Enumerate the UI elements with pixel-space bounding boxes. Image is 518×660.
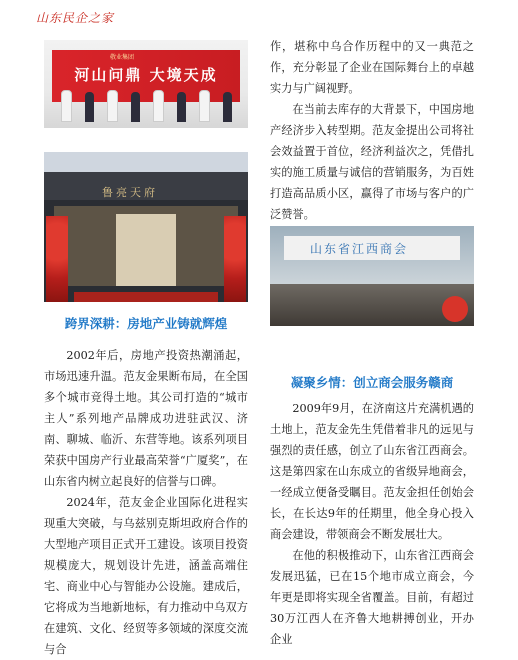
red-carpet	[74, 292, 218, 302]
ceremony-photo	[44, 40, 248, 128]
paragraph: 2024年，范友金企业国际化进程实现重大突破，与乌兹别克斯坦政府合作的大型地产项目正式开工建设。该项目投资规模庞大，规划设计先进，涵盖高端住宅、商业中心与智能办公设施。建成后，它将成为当地新地标，有力推动中乌双方在建筑、文化、经贸等多领域的深度交流与合	[44, 496, 248, 656]
paragraph: 在他的积极推动下，山东省江西商会发展迅猛，已在15个地市成立商会，今年更是即将实现全省覆盖。目前，有超过30万江西人在齐鲁大地耕搏创业，开办企业	[270, 549, 474, 646]
guest-figure	[85, 92, 94, 122]
section1-heading: 跨界深耕：房地产业铸就辉煌	[64, 316, 228, 331]
guest-figure	[223, 92, 232, 122]
balloon-arch-right	[224, 216, 246, 302]
ceremony-brand-text: 敬业集团	[110, 54, 135, 61]
sky-area	[44, 152, 248, 172]
storefront-photo	[44, 152, 248, 302]
guest-figure	[177, 92, 186, 122]
paragraph: 作，堪称中乌合作历程中的又一典范之作，充分彰显了企业在国际舞台上的卓越实力与广阔视野。	[270, 40, 474, 95]
section2-heading: 凝聚乡情：创立商会服务赣商	[290, 375, 454, 390]
paragraph: 在当前去库存的大背景下，中国房地产经济步入转型期。范友金提出公司将社会效益置于首位，经济利益次之，凭借扎实的施工质量与诚信的营销服务，为百姓打造高品质小区，赢得了市场与客户的广泛赞誉。	[270, 103, 474, 221]
guest-figure	[153, 90, 164, 122]
masthead-title: 山东民企之家	[36, 11, 115, 25]
section1-continued-body	[270, 36, 474, 225]
section2-body	[270, 398, 474, 650]
lion-dance-figure	[442, 296, 468, 322]
guest-figure	[61, 90, 72, 122]
store-sign: 鲁亮天府	[102, 186, 158, 199]
ceremony-guests	[54, 88, 238, 122]
paragraph: 2009年9月，在济南这片充满机遇的土地上，范友金先生凭借着非凡的远见与强烈的责任感，创立了山东省江西商会。这是第四家在山东成立的省级异地商会，一经成立便备受瞩目。范友金担任创始会长，在长达9年的任期里，他全身心投入商会建设，带领商会不断发展壮大。	[270, 402, 474, 541]
guest-figure	[199, 90, 210, 122]
guest-figure	[107, 90, 118, 122]
balloon-arch-left	[46, 216, 68, 302]
ceremony-slogan: 河山问鼎 大境天成	[74, 66, 218, 84]
chamber-sign: 山东省江西商会	[310, 242, 409, 256]
section1-body	[44, 345, 248, 660]
store-door	[116, 214, 176, 286]
paragraph: 2002年后，房地产投资热潮涌起，市场迅速升温。范友金果断布局，在全国多个城市竞得土地。其公司打造的“城市主人”系列地产品牌成功进驻武汉、济南、聊城、临沂、东营等地。该系列项目荣获中国房产行业最高荣誉“广厦奖”，在山东省内树立起良好的信誉与口碑。	[44, 349, 248, 488]
chamber-photo	[270, 226, 474, 326]
guest-figure	[131, 92, 140, 122]
